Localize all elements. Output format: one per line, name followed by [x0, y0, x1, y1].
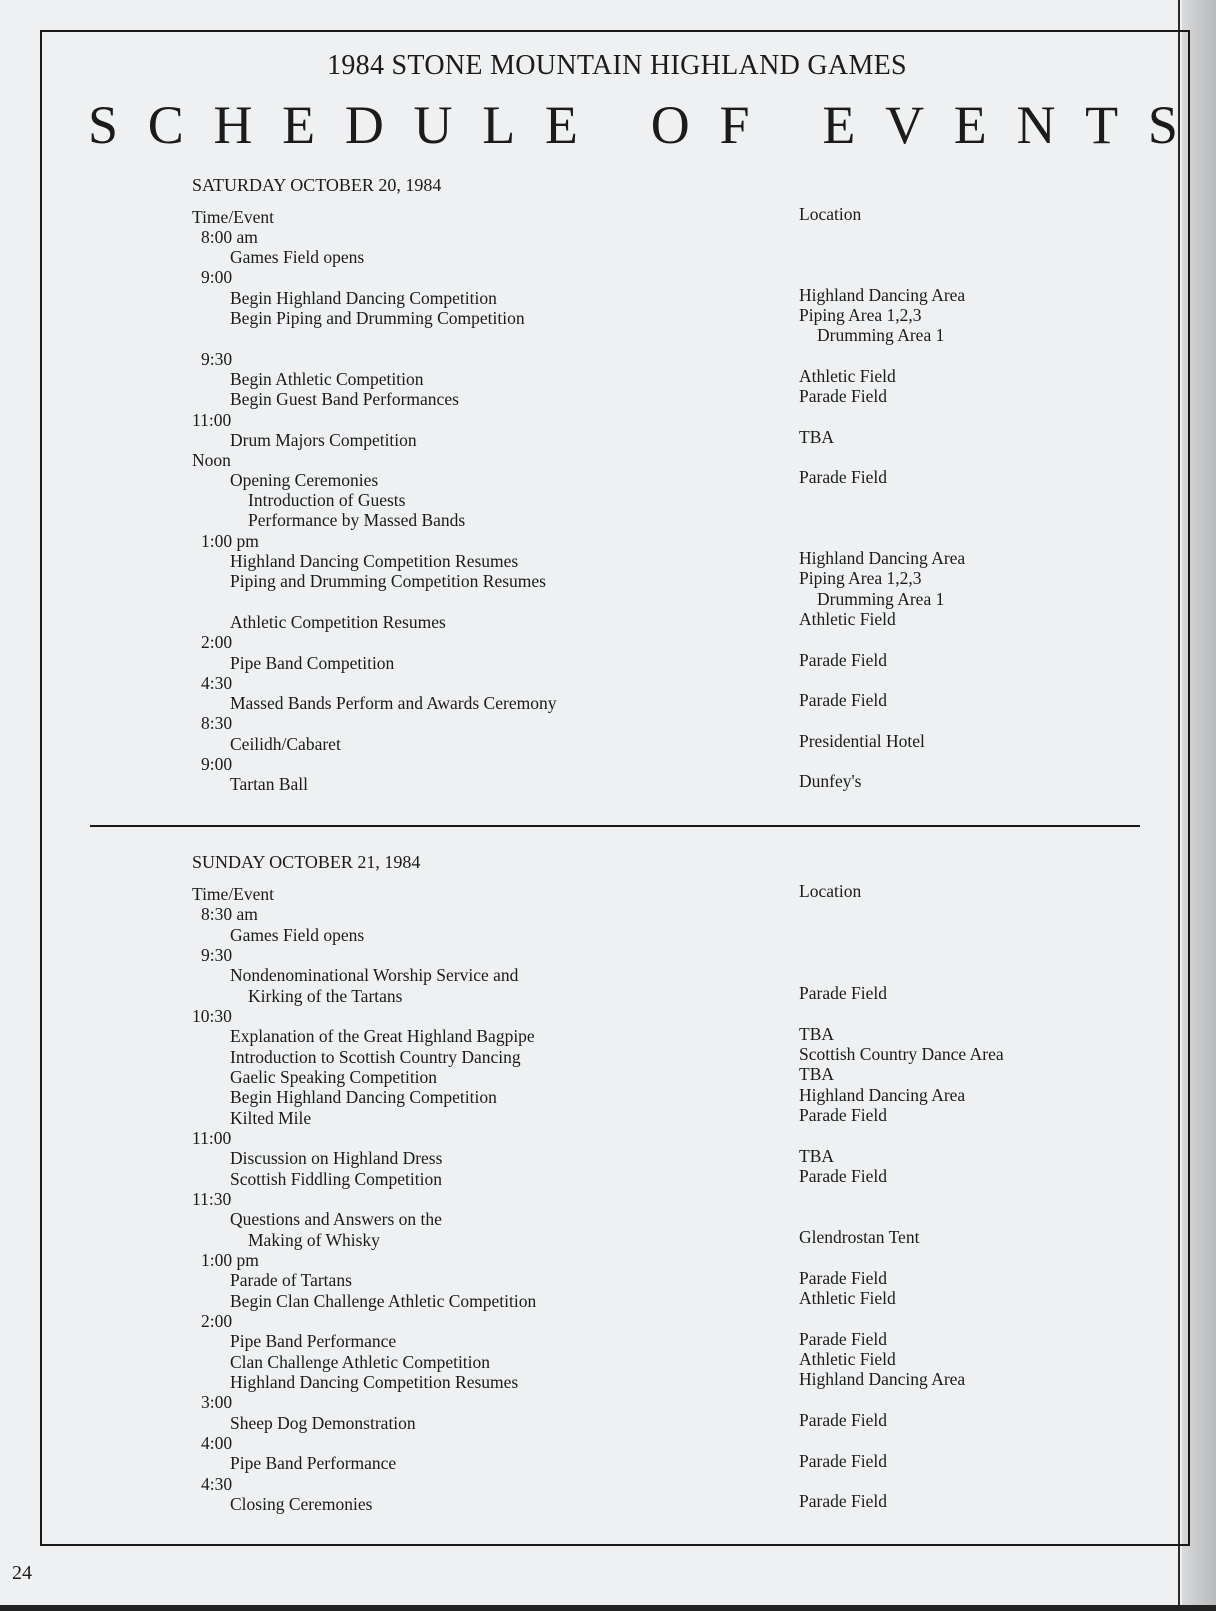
location-item: Piping Area 1,2,3: [799, 305, 922, 325]
location-item: Drumming Area 1: [817, 589, 945, 609]
event-subitem: Kirking of the Tartans: [248, 986, 403, 1006]
time-label: 9:30: [201, 945, 233, 965]
time-label: 8:30 am: [201, 904, 258, 924]
event-item: Introduction to Scottish Country Dancing: [230, 1047, 521, 1067]
location-item: Parade Field: [799, 983, 887, 1003]
time-label: 4:30: [201, 673, 233, 693]
location-item: Parade Field: [799, 386, 887, 406]
title-letter: E: [822, 95, 856, 155]
location-item: Glendrostan Tent: [799, 1227, 920, 1247]
saturday-location-header: Location: [799, 204, 862, 224]
event-item: Tartan Ball: [230, 774, 308, 794]
event-item: Highland Dancing Competition Resumes: [230, 551, 519, 571]
time-label: 9:00: [201, 754, 233, 774]
time-label: 9:30: [201, 349, 233, 369]
location-item: Athletic Field: [799, 1288, 896, 1308]
saturday-date-heading: SATURDAY OCTOBER 20, 1984: [192, 175, 442, 195]
title-letter: C: [147, 95, 184, 155]
event-item: Ceilidh/Cabaret: [230, 734, 341, 754]
location-item: Parade Field: [799, 467, 887, 487]
time-label: 1:00 pm: [201, 531, 259, 551]
page-title: [88, 90, 1178, 160]
location-item: Dunfey's: [799, 771, 862, 791]
day-divider: [90, 825, 1140, 827]
title-letter: E: [544, 95, 578, 155]
location-item: Parade Field: [799, 1268, 887, 1288]
games-subtitle: 1984 STONE MOUNTAIN HIGHLAND GAMES: [327, 50, 907, 81]
event-item: Highland Dancing Competition Resumes: [230, 1372, 519, 1392]
event-item: Discussion on Highland Dress: [230, 1148, 443, 1168]
event-item: Clan Challenge Athletic Competition: [230, 1352, 491, 1372]
title-letter: D: [344, 95, 384, 155]
time-label: 8:00 am: [201, 227, 258, 247]
location-item: Parade Field: [799, 1451, 887, 1471]
sunday-date-heading: SUNDAY OCTOBER 21, 1984: [192, 852, 421, 872]
event-subitem: Making of Whisky: [248, 1230, 380, 1250]
time-label: 11:00: [192, 1128, 232, 1148]
title-letter: E: [953, 95, 987, 155]
sunday-time-event-header: Time/Event: [192, 884, 274, 904]
event-item: Begin Highland Dancing Competition: [230, 288, 497, 308]
bottom-strip: [0, 1605, 1216, 1611]
location-item: Athletic Field: [799, 1349, 896, 1369]
location-item: Scottish Country Dance Area: [799, 1044, 1004, 1064]
location-item: Athletic Field: [799, 366, 896, 386]
event-item: Athletic Competition Resumes: [230, 612, 446, 632]
location-item: Presidential Hotel: [799, 731, 925, 751]
time-label: 10:30: [192, 1006, 232, 1026]
location-item: Athletic Field: [799, 609, 896, 629]
time-label: 4:00: [201, 1433, 233, 1453]
time-label: 3:00: [201, 1392, 233, 1412]
saturday-time-event-header: Time/Event: [192, 207, 274, 227]
location-item: TBA: [799, 427, 834, 447]
location-item: Highland Dancing Area: [799, 1369, 966, 1389]
title-letter: F: [719, 95, 750, 155]
event-item: Begin Guest Band Performances: [230, 389, 459, 409]
location-item: Parade Field: [799, 650, 887, 670]
location-item: Parade Field: [799, 690, 887, 710]
event-item: Sheep Dog Demonstration: [230, 1413, 416, 1433]
title-gap: [779, 90, 793, 160]
time-label: 1:00 pm: [201, 1250, 259, 1270]
time-label: 4:30: [201, 1474, 233, 1494]
event-item: Pipe Band Performance: [230, 1453, 397, 1473]
location-item: Drumming Area 1: [817, 325, 945, 345]
title-letter: E: [282, 95, 316, 155]
title-letter: S: [88, 95, 119, 155]
event-item: Kilted Mile: [230, 1108, 312, 1128]
title-letter: U: [413, 95, 453, 155]
schedule-frame: [40, 30, 1190, 1546]
title-gap: [608, 90, 622, 160]
page-number: 24: [12, 1562, 32, 1584]
sunday-location-header: Location: [799, 881, 862, 901]
location-item: Parade Field: [799, 1105, 887, 1125]
location-item: Parade Field: [799, 1491, 887, 1511]
location-item: Highland Dancing Area: [799, 548, 966, 568]
event-item: Pipe Band Performance: [230, 1331, 397, 1351]
title-letter: H: [213, 95, 253, 155]
location-item: Highland Dancing Area: [799, 285, 966, 305]
title-letter: T: [1085, 95, 1119, 155]
event-item: Drum Majors Competition: [230, 430, 417, 450]
location-item: Piping Area 1,2,3: [799, 568, 922, 588]
location-item: Parade Field: [799, 1410, 887, 1430]
time-label: 11:00: [192, 410, 232, 430]
title-letter: V: [885, 95, 925, 155]
time-label: 9:00: [201, 267, 233, 287]
event-item: Games Field opens: [230, 925, 365, 945]
event-item: Begin Piping and Drumming Competition: [230, 308, 525, 328]
title-letter: N: [1016, 95, 1056, 155]
time-label: 2:00: [201, 632, 233, 652]
event-item: Parade of Tartans: [230, 1270, 352, 1290]
event-item: Scottish Fiddling Competition: [230, 1169, 442, 1189]
location-item: Highland Dancing Area: [799, 1085, 966, 1105]
event-item: Begin Clan Challenge Athletic Competition: [230, 1291, 537, 1311]
location-item: TBA: [799, 1064, 834, 1084]
title-letter: S: [1147, 95, 1178, 155]
event-item: Opening Ceremonies: [230, 470, 379, 490]
event-item: Explanation of the Great Highland Bagpipe: [230, 1026, 535, 1046]
event-item: Gaelic Speaking Competition: [230, 1067, 438, 1087]
time-label: 11:30: [192, 1189, 232, 1209]
event-item: Nondenominational Worship Service and: [230, 965, 519, 985]
location-item: Parade Field: [799, 1329, 887, 1349]
title-letter: L: [482, 95, 516, 155]
location-item: Parade Field: [799, 1166, 887, 1186]
event-item: Closing Ceremonies: [230, 1494, 373, 1514]
event-subitem: Performance by Massed Bands: [248, 510, 466, 530]
event-item: Begin Highland Dancing Competition: [230, 1087, 497, 1107]
time-label: Noon: [192, 450, 231, 470]
event-item: Piping and Drumming Competition Resumes: [230, 571, 546, 591]
location-item: TBA: [799, 1024, 834, 1044]
event-item: Games Field opens: [230, 247, 365, 267]
event-item: Pipe Band Competition: [230, 653, 395, 673]
time-label: 2:00: [201, 1311, 233, 1331]
location-item: TBA: [799, 1146, 834, 1166]
event-subitem: Introduction of Guests: [248, 490, 406, 510]
event-item: Massed Bands Perform and Awards Ceremony: [230, 693, 557, 713]
title-letter: O: [650, 95, 690, 155]
time-label: 8:30: [201, 713, 233, 733]
event-item: Begin Athletic Competition: [230, 369, 424, 389]
event-item: Questions and Answers on the: [230, 1209, 442, 1229]
